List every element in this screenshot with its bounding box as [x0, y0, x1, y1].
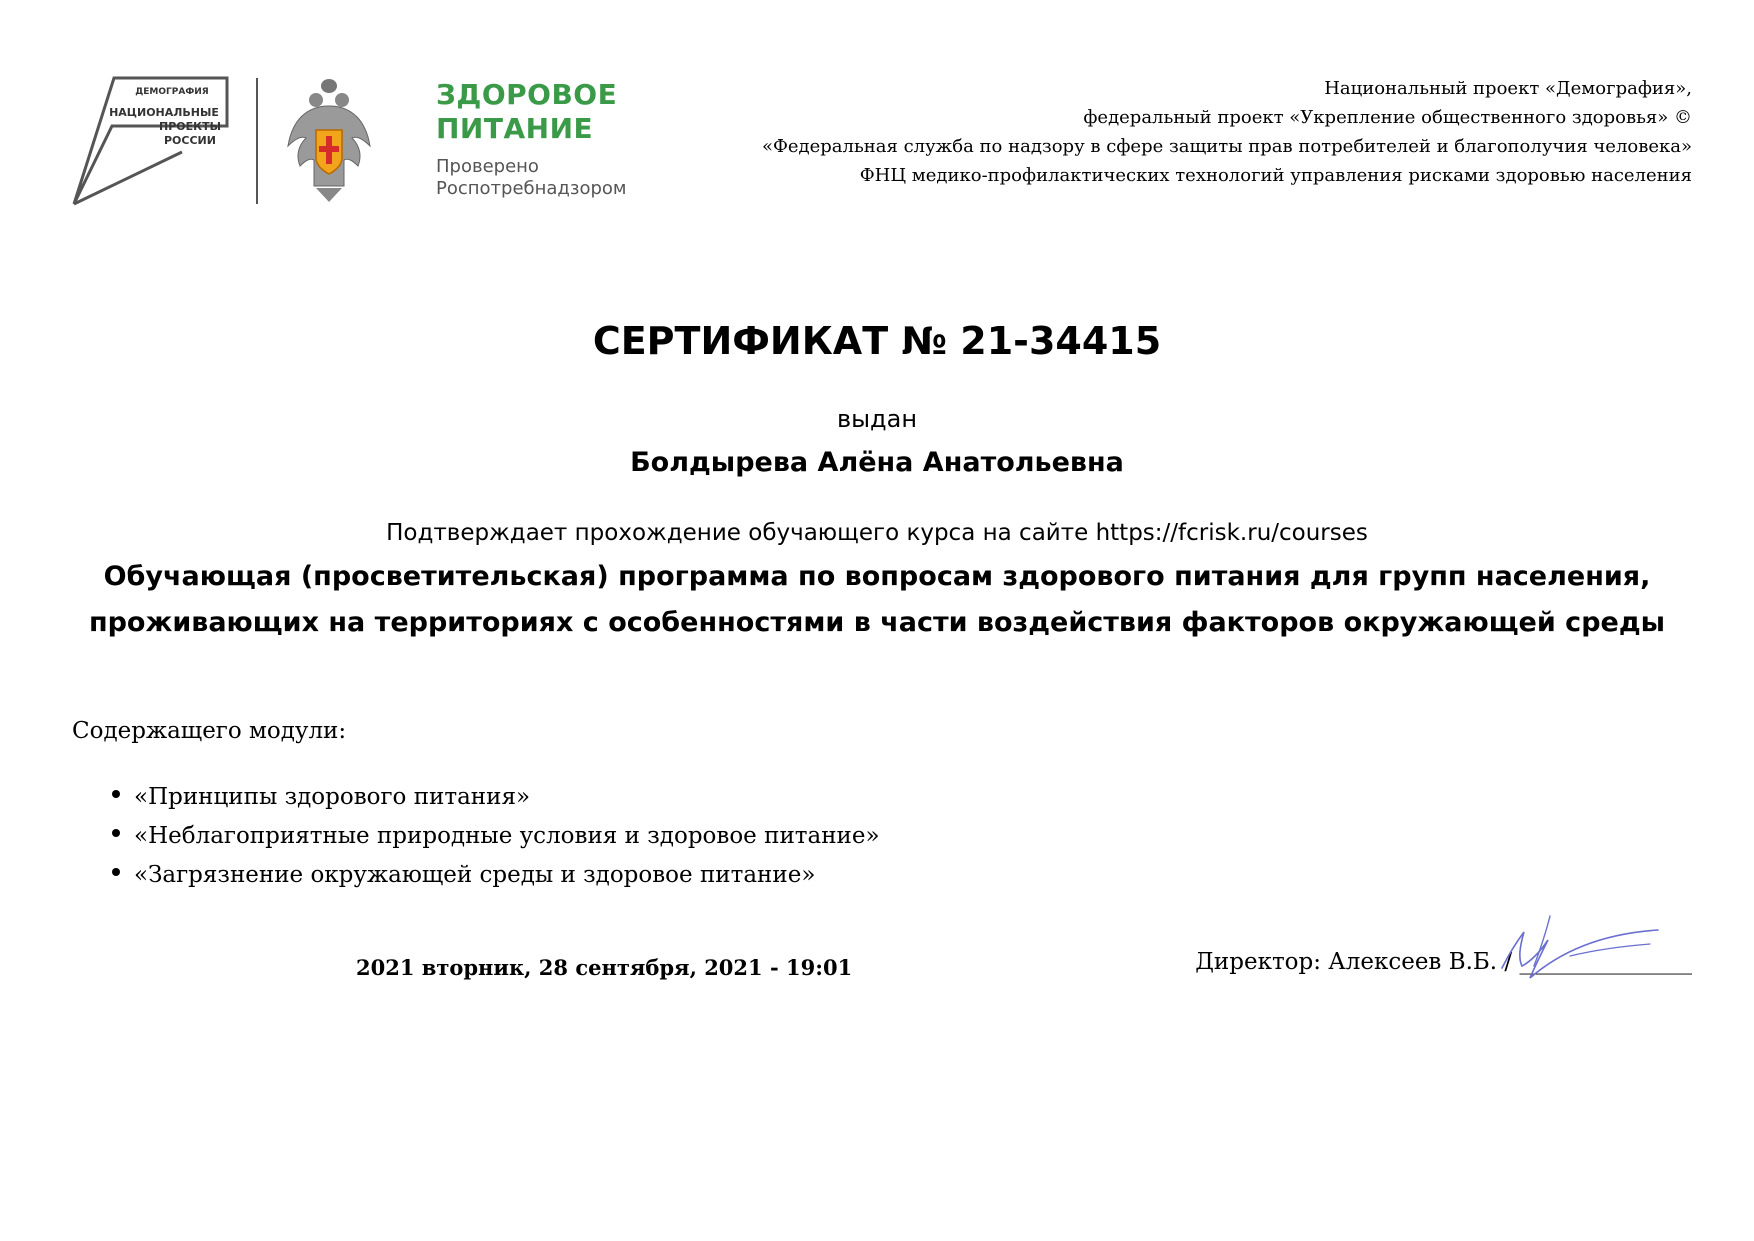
natproj-line1: НАЦИОНАЛЬНЫЕ — [109, 106, 219, 119]
natproj-line3: РОССИИ — [164, 134, 216, 147]
list-item: «Неблагоприятные природные условия и здоровое питание» — [110, 817, 880, 856]
modules-label: Содержащего модули: — [72, 718, 347, 744]
recipient-name: Болдырева Алёна Анатольевна — [630, 447, 1124, 478]
certificate-title: СЕРТИФИКАТ № 21-34415 — [592, 319, 1162, 363]
header-line: Национальный проект «Демография», — [1324, 78, 1692, 99]
header-organizations — [762, 74, 1692, 190]
national-projects-logo — [72, 76, 232, 206]
signature-icon — [1500, 912, 1660, 984]
header-line: ФНЦ медико-профилактических технологий управления рисками здоровью населения — [859, 165, 1692, 186]
logo-divider — [256, 78, 258, 204]
header-line: федеральный проект «Укрепление общественного здоровья» © — [1083, 107, 1692, 128]
program-title: Обучающая (просветительская) программа по вопросам здорового питания для групп населения, проживающих на территориях с особенностями в части воздействия факторов окружающей среды — [88, 561, 1666, 638]
issued-label: выдан — [836, 405, 918, 433]
zp-title-line2: ПИТАНИЕ — [436, 112, 594, 145]
healthy-eating-logo — [436, 78, 626, 200]
zp-sub-line1: Проверено — [436, 156, 539, 177]
header-line: «Федеральная служба по надзору в сфере защиты прав потребителей и благополучия человека» — [761, 136, 1692, 157]
eagle-emblem-icon — [286, 76, 372, 204]
list-item: «Принципы здорового питания» — [110, 778, 880, 817]
director-signature-line: Директор: Алексеев В.Б. / _______________ — [1195, 949, 1692, 975]
modules-list — [110, 778, 880, 895]
zp-title-line1: ЗДОРОВОЕ — [436, 78, 618, 111]
zp-sub-line2: Роспотребнадзором — [436, 178, 627, 199]
confirmation-text: Подтверждает прохождение обучающего курса на сайте https://fcrisk.ru/courses — [386, 520, 1368, 546]
issue-date: 2021 вторник, 28 сентября, 2021 - 19:01 — [356, 955, 853, 980]
natproj-top-text: ДЕМОГРАФИЯ — [135, 87, 209, 97]
natproj-line2: ПРОЕКТЫ — [158, 120, 222, 133]
list-item: «Загрязнение окружающей среды и здоровое питание» — [110, 856, 880, 895]
